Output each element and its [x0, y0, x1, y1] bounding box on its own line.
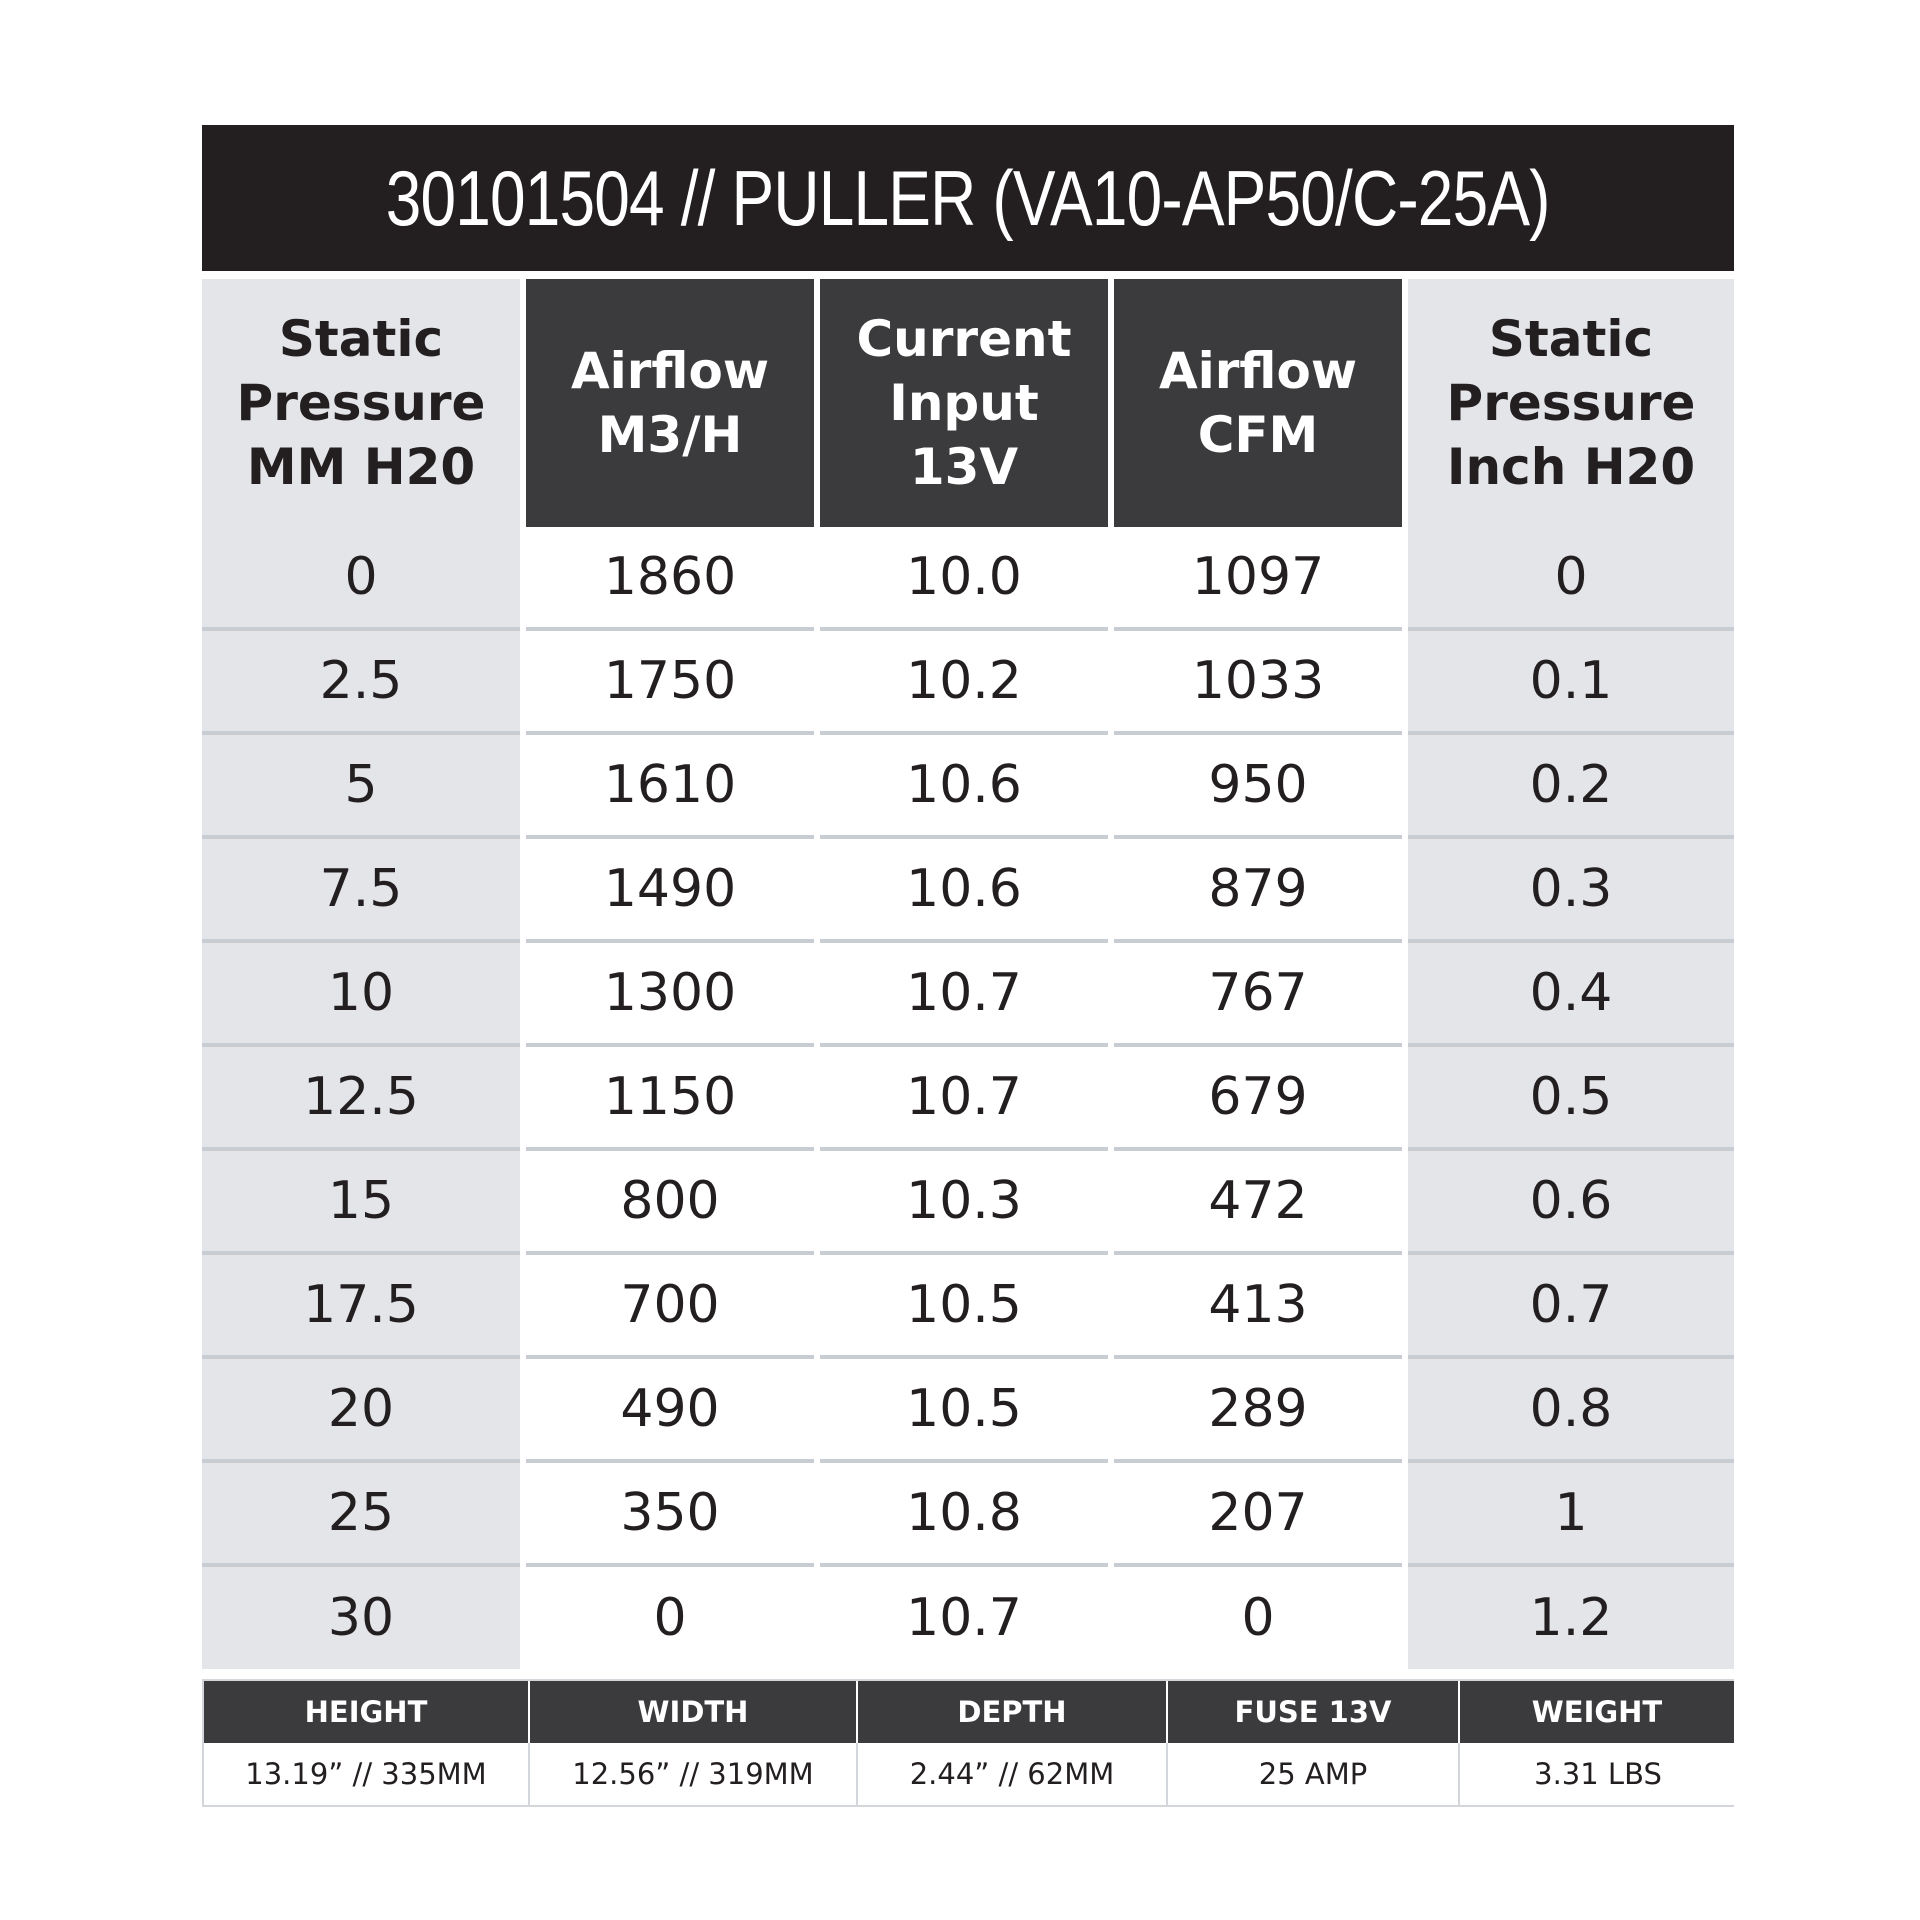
performance-table-body	[202, 527, 1734, 1669]
table-cell: 0.2	[1408, 735, 1734, 839]
table-cell: 0.8	[1408, 1359, 1734, 1463]
table-cell: 950	[1114, 735, 1402, 839]
table-cell: 0.1	[1408, 631, 1734, 735]
table-cell: 289	[1114, 1359, 1402, 1463]
table-cell: 0.7	[1408, 1255, 1734, 1359]
spec-sheet	[202, 125, 1734, 1807]
spec-value: 25 AMP	[1168, 1743, 1460, 1805]
table-cell: 10.5	[820, 1255, 1108, 1359]
table-cell: 10	[202, 943, 520, 1047]
table-cell: 7.5	[202, 839, 520, 943]
table-cell: 25	[202, 1463, 520, 1567]
column-header: Static Pressure MM H20	[202, 279, 520, 527]
table-cell: 2.5	[202, 631, 520, 735]
spec-value: 13.19” // 335MM	[204, 1743, 530, 1805]
table-cell: 0.6	[1408, 1151, 1734, 1255]
table-cell: 10.8	[820, 1463, 1108, 1567]
table-cell: 700	[526, 1255, 814, 1359]
table-cell: 1300	[526, 943, 814, 1047]
table-cell: 0	[202, 527, 520, 631]
column-header: Airflow M3/H	[526, 279, 814, 527]
spec-label: DEPTH	[858, 1681, 1168, 1743]
table-cell: 879	[1114, 839, 1402, 943]
table-cell: 10.5	[820, 1359, 1108, 1463]
table-cell: 490	[526, 1359, 814, 1463]
table-cell: 1860	[526, 527, 814, 631]
table-cell: 5	[202, 735, 520, 839]
column-header: Static Pressure Inch H20	[1408, 279, 1734, 527]
table-cell: 0.5	[1408, 1047, 1734, 1151]
table-cell: 767	[1114, 943, 1402, 1047]
table-cell: 0	[1114, 1567, 1402, 1669]
table-cell: 10.0	[820, 527, 1108, 631]
table-cell: 15	[202, 1151, 520, 1255]
column-header: Current Input 13V	[820, 279, 1108, 527]
table-cell: 207	[1114, 1463, 1402, 1567]
table-cell: 1	[1408, 1463, 1734, 1567]
spec-value: 3.31 LBS	[1460, 1743, 1736, 1805]
table-cell: 1490	[526, 839, 814, 943]
table-cell: 1150	[526, 1047, 814, 1151]
table-cell: 472	[1114, 1151, 1402, 1255]
title-bar	[202, 125, 1734, 271]
table-cell: 10.6	[820, 735, 1108, 839]
table-cell: 30	[202, 1567, 520, 1669]
table-cell: 1610	[526, 735, 814, 839]
table-cell: 10.7	[820, 1567, 1108, 1669]
table-cell: 20	[202, 1359, 520, 1463]
spec-value: 12.56” // 319MM	[530, 1743, 858, 1805]
table-cell: 1033	[1114, 631, 1402, 735]
column-header: Airflow CFM	[1114, 279, 1402, 527]
table-cell: 0.4	[1408, 943, 1734, 1047]
table-cell: 10.7	[820, 1047, 1108, 1151]
table-cell: 800	[526, 1151, 814, 1255]
spec-value: 2.44” // 62MM	[858, 1743, 1168, 1805]
table-cell: 10.7	[820, 943, 1108, 1047]
performance-table-header	[202, 279, 1734, 527]
table-cell: 350	[526, 1463, 814, 1567]
spec-label: WIDTH	[530, 1681, 858, 1743]
table-cell: 1750	[526, 631, 814, 735]
table-cell: 10.3	[820, 1151, 1108, 1255]
page-title: 30101504 // PULLER (VA10-AP50/C-25A)	[386, 153, 1550, 242]
table-cell: 1097	[1114, 527, 1402, 631]
table-cell: 10.6	[820, 839, 1108, 943]
spec-label: FUSE 13V	[1168, 1681, 1460, 1743]
table-cell: 0	[526, 1567, 814, 1669]
spec-label: WEIGHT	[1460, 1681, 1736, 1743]
spec-label: HEIGHT	[204, 1681, 530, 1743]
table-cell: 679	[1114, 1047, 1402, 1151]
table-cell: 10.2	[820, 631, 1108, 735]
table-cell: 1.2	[1408, 1567, 1734, 1669]
table-cell: 17.5	[202, 1255, 520, 1359]
table-cell: 12.5	[202, 1047, 520, 1151]
table-cell: 0	[1408, 527, 1734, 631]
table-cell: 413	[1114, 1255, 1402, 1359]
table-cell: 0.3	[1408, 839, 1734, 943]
dimensions-table	[202, 1679, 1734, 1807]
